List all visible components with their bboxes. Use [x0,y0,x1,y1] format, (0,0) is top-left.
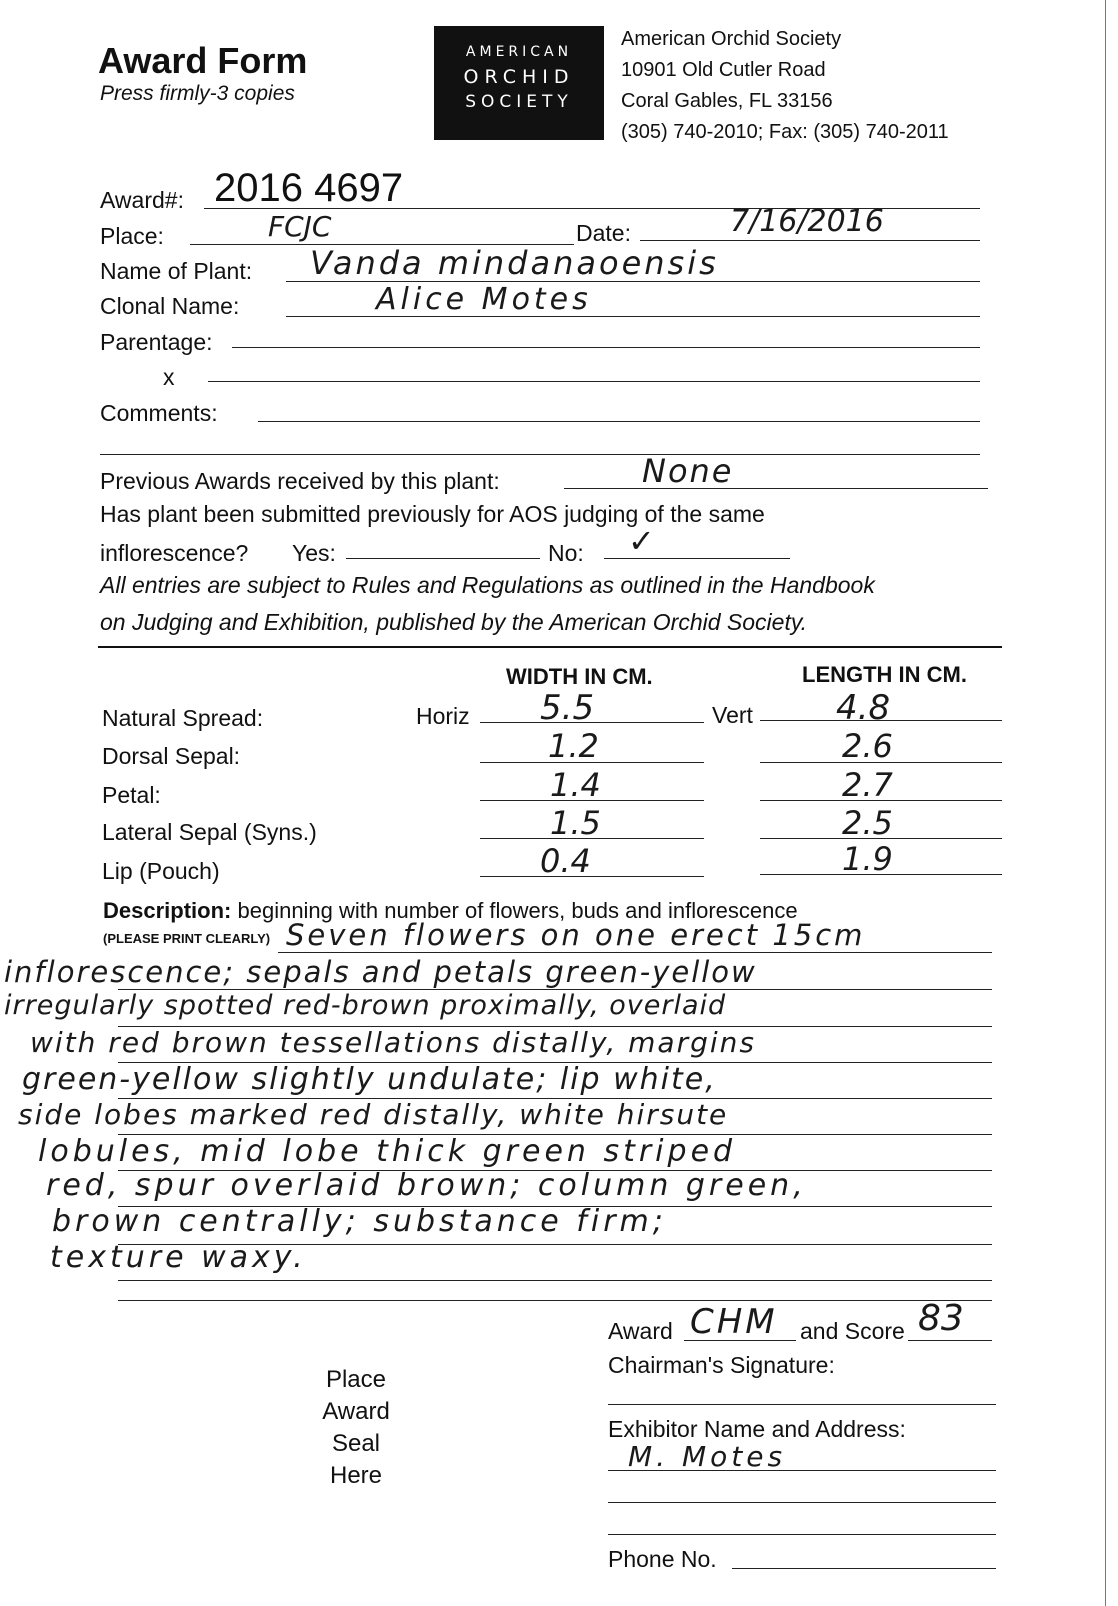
lip-width: 0.4 [540,842,591,880]
award-value: CHM [690,1302,778,1342]
description-line-9: brown centrally; substance firm; [52,1204,667,1239]
lateral-sepal-length-line [760,838,1002,839]
score-label: and Score [800,1318,905,1344]
exhibitor-line-3 [608,1534,996,1535]
form-subtitle: Press firmly-3 copies [100,82,295,105]
measure-label-natural-spread: Natural Spread: [102,705,264,731]
submitted-question-line-2: inflorescence? [100,540,249,566]
measure-label-dorsal-sepal: Dorsal Sepal: [102,743,241,769]
lateral-sepal-width: 1.5 [550,804,601,842]
description-label: Description: [103,898,232,923]
comments-line-2 [100,454,980,455]
no-checkmark: ✓ [628,522,655,560]
award-number-label: Award#: [100,187,184,213]
plant-name-value: Vanda mindanaoensis [310,244,719,282]
place-label: Place: [100,223,164,249]
description-line-6: side lobes marked red distally, white hirsute [18,1098,729,1131]
seal-text-4: Here [329,1462,383,1489]
rules-line-1: All entries are subject to Rules and Regulations as outlined in the Handbook [100,572,875,598]
horiz-label: Horiz [416,703,470,729]
logo-line-3: SOCIETY [465,92,573,112]
phone-label: Phone No. [608,1546,717,1572]
natural-spread-width-line [480,722,704,723]
rules-line-2: on Judging and Exhibition, published by the American Orchid Society. [100,609,808,635]
description-rule-10 [118,1280,992,1281]
org-address-block [621,24,949,148]
description-line-2: inflorescence; sepals and petals green-yellow [4,955,757,989]
parentage-label: Parentage: [100,329,213,355]
comments-line-1 [258,421,980,422]
print-clearly-note: (PLEASE PRINT CLEARLY) [103,931,271,946]
exhibitor-value: M. Motes [628,1440,787,1473]
plant-name-label: Name of Plant: [100,258,253,284]
vert-label: Vert [712,702,753,728]
section-divider [98,646,1002,648]
exhibitor-line-1 [608,1470,996,1471]
yes-label: Yes: [292,540,336,566]
petal-width: 1.4 [550,766,601,804]
aos-logo [434,26,604,140]
award-line [684,1340,796,1341]
score-value: 83 [918,1298,964,1339]
description-line-1: Seven flowers on one erect 15cm [286,918,866,952]
org-name: American Orchid Society [621,28,842,50]
natural-spread-length: 4.8 [836,688,891,728]
lip-length: 1.9 [842,840,893,878]
place-value: FCJC [268,210,332,243]
date-line [640,240,980,241]
parentage-line [232,347,980,348]
chairman-signature-label: Chairman's Signature: [608,1352,835,1378]
clonal-name-value: Alice Motes [376,282,592,317]
previous-awards-line [564,488,988,489]
dorsal-sepal-length: 2.6 [842,727,893,765]
previous-awards-label: Previous Awards received by this plant: [100,468,500,494]
natural-spread-width: 5.5 [540,688,595,728]
award-seal-area [296,1364,416,1492]
no-line [604,558,790,559]
description-line-3: irregularly spotted red-brown proximally, overlaid [4,990,727,1021]
org-address-1: 10901 Old Cutler Road [621,59,826,81]
chairman-signature-line [608,1404,996,1405]
dorsal-sepal-width: 1.2 [548,727,599,765]
seal-text-2: Award [322,1398,390,1425]
exhibitor-line-2 [608,1502,996,1503]
lip-length-line [760,874,1002,875]
dorsal-sepal-width-line [480,762,704,763]
measure-label-lateral-sepal: Lateral Sepal (Syns.) [102,819,317,845]
no-label: No: [548,540,584,566]
petal-length: 2.7 [842,766,893,804]
date-label: Date: [576,220,631,246]
petal-length-line [760,800,1002,801]
submitted-question-line-1: Has plant been submitted previously for AOS judging of the same [100,501,765,527]
comments-label: Comments: [100,400,218,426]
length-header: LENGTH IN CM. [802,662,967,687]
dorsal-sepal-length-line [760,762,1002,763]
previous-awards-value: None [642,452,734,490]
lateral-sepal-width-line [480,838,704,839]
petal-width-line [480,800,704,801]
lateral-sepal-length: 2.5 [842,804,893,842]
description-line-8: red, spur overlaid brown; column green, [46,1168,807,1203]
measure-label-lip: Lip (Pouch) [102,858,220,884]
width-header: WIDTH IN CM. [506,664,653,689]
natural-spread-length-line [760,720,1002,721]
description-line-7: lobules, mid lobe thick green striped [38,1134,737,1169]
description-instruction: beginning with number of flowers, buds and inflorescence [237,898,798,923]
phone-line [732,1568,996,1569]
logo-line-1: AMERICAN [465,44,573,60]
description-rule-1 [278,952,992,953]
parentage-cross-label: x [163,364,175,390]
org-address-2: Coral Gables, FL 33156 [621,90,833,112]
form-title: Award Form [98,40,308,81]
clonal-name-label: Clonal Name: [100,293,240,319]
logo-line-2: ORCHID [463,66,575,88]
clonal-name-line [286,316,980,317]
award-label: Award [608,1318,673,1344]
description-line-4: with red brown tessellations distally, margins [30,1026,756,1059]
scan-edge-line [1105,0,1106,1606]
org-phone: (305) 740-2010; Fax: (305) 740-2011 [621,121,949,143]
score-line [908,1340,992,1341]
description-line-10: texture waxy. [50,1240,307,1275]
date-value: 7/16/2016 [730,204,884,239]
seal-text-1: Place [325,1366,387,1393]
award-number-value: 2016 4697 [214,166,404,210]
parentage-cross-line [208,381,980,382]
description-rule-11 [118,1300,992,1301]
exhibitor-label: Exhibitor Name and Address: [608,1416,906,1442]
yes-line [346,558,540,559]
lip-width-line [480,876,704,877]
measure-label-petal: Petal: [102,782,161,808]
description-line-5: green-yellow slightly undulate; lip white, [22,1062,717,1097]
seal-text-3: Seal [331,1430,381,1457]
